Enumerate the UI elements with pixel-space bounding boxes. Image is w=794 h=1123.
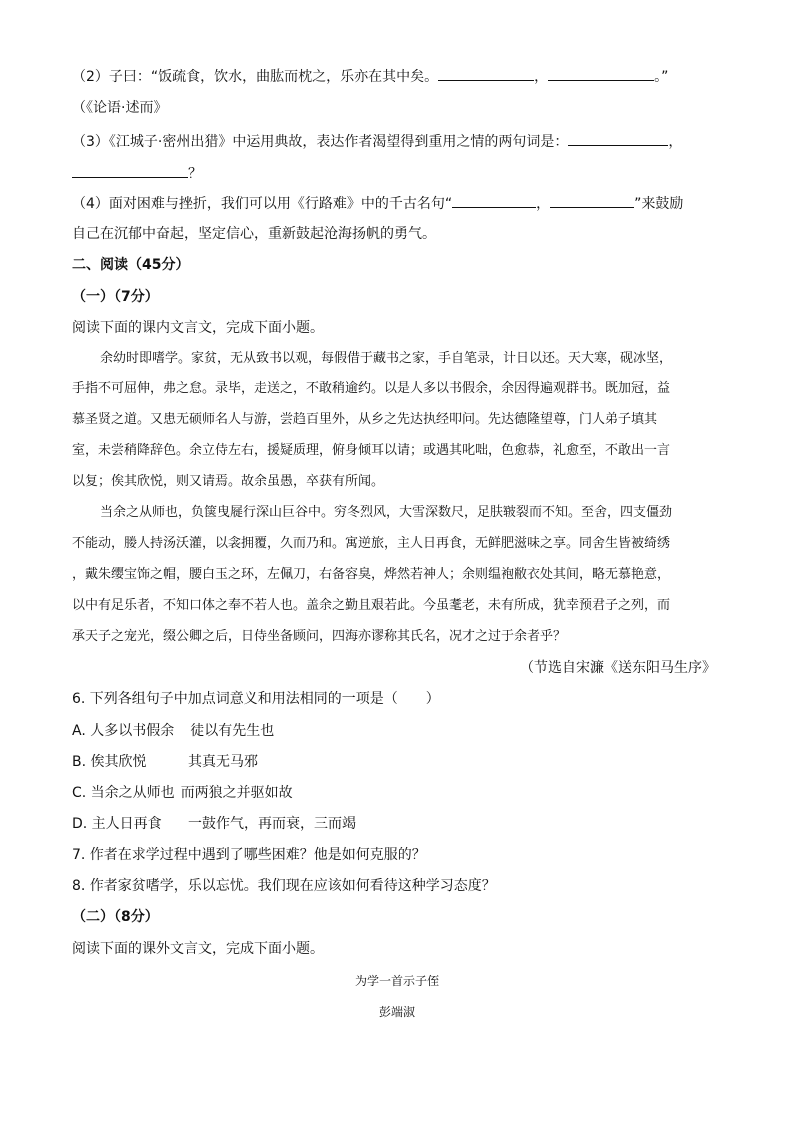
q6-option-a[interactable]	[72, 721, 274, 741]
q2-blank-2[interactable]	[548, 66, 654, 81]
q3-end: ？	[188, 166, 202, 182]
question-6: 6. 下列各组句子中加点词意义和用法相同的一项是（ ）	[72, 691, 440, 707]
q4-prompt: （4）面对困难与挫折，我们可以用《行路难》中的千古名句“	[72, 196, 453, 212]
q3-comma: ，	[668, 134, 683, 150]
question-8: 8. 作者家贫嗜学，乐以忘忧。我们现在应该如何看待这种学习态度？	[72, 878, 496, 894]
question-3-line	[72, 131, 682, 152]
passage1-line-3: 慕圣贤之道。又患无硕师名人与游，尝趋百里外，从乡之先达执经叩问。先达德隆望尊，门人弟子填其	[72, 412, 658, 427]
q3-blank-1[interactable]	[568, 131, 668, 146]
question-3-line-2	[72, 163, 202, 184]
passage1-line-1: 余幼时即嗜学。家贫，无从致书以观，每假借于藏书之家，手自笔录，计日以还。天大寒，砚冰坚，	[100, 351, 673, 366]
passage2-line-1: 当余之从师也，负箧曳屣行深山巨谷中。穷冬烈风，大雪深数尺，足肤皲裂而不知。至舍，四支僵劲	[100, 505, 673, 520]
q6-option-c[interactable]	[72, 783, 293, 803]
q4-close: ”来鼓励	[634, 196, 684, 212]
q6-option-d[interactable]	[72, 814, 356, 834]
q3-prompt: （3）《江城子·密州出猎》中运用典故，表达作者渴望得到重用之情的两句词是：	[72, 134, 569, 150]
option-c-label: C. 当余之从师也	[72, 785, 175, 801]
passage1-line-4: 室，未尝稍降辞色。余立侍左右，援疑质理，俯身倾耳以请；或遇其叱咄，色愈恭，礼愈至，不敢出一言	[72, 443, 671, 458]
option-b-pair: 其真无马邪	[188, 754, 258, 770]
q4-line-2: 自己在沉郁中奋起，坚定信心，重新鼓起沧海扬帆的勇气。	[72, 226, 436, 242]
question-4-line	[72, 193, 683, 214]
option-b-label: B. 俟其欣悦	[72, 754, 147, 770]
q2-close: 。”	[654, 69, 669, 85]
q3-blank-2[interactable]	[72, 163, 188, 178]
option-c-pair: 而两狼之并驱如故	[180, 785, 293, 801]
passage-source: （节选自宋濂《送东阳马生序》	[520, 660, 716, 676]
part1-heading: （一）（7分）	[72, 289, 159, 305]
passage2-line-3: ，戴朱缨宝饰之帽，腰白玉之环，左佩刀，右备容臭，烨然若神人；余则缊袍敝衣处其间，略无慕艳意，	[72, 567, 671, 582]
poem-author: 彭端淑	[378, 1005, 415, 1019]
passage1-line-2: 手指不可屈伸，弗之怠。录毕，走送之，不敢稍逾约。以是人多以书假余，余因得遍观群书。既加冠，益	[72, 381, 671, 396]
section-heading: 二、阅读（45分）	[72, 257, 190, 273]
passage2-line-5: 承天子之宠光，缀公卿之后，日侍坐备顾问，四海亦谬称其氏名，况才之过于余者乎？	[72, 629, 567, 644]
part1-instruction: 阅读下面的课内文言文，完成下面小题。	[72, 320, 324, 336]
q6-option-b[interactable]	[72, 752, 258, 772]
passage2-line-4: 以中有足乐者，不知口体之奉不若人也。盖余之勤且艰若此。今虽耄老，未有所成，犹幸预君子之列，而	[72, 598, 671, 613]
q2-source: （《论语·述而》	[72, 100, 168, 116]
question-2-line	[72, 66, 668, 87]
poem-title: 为学一首示子侄	[354, 974, 439, 988]
question-7: 7. 作者在求学过程中遇到了哪些困难？他是如何克服的？	[72, 847, 426, 863]
q2-prompt: （2）子曰：“饭疏食，饮水，曲肱而枕之，乐亦在其中矣。	[72, 69, 439, 85]
option-d-pair: 一鼓作气，再而衰，三而竭	[188, 816, 356, 832]
option-d-label: D. 主人日再食	[72, 816, 162, 832]
passage1-line-5: 以复；俟其欣悦，则又请焉。故余虽愚，卒获有所闻。	[72, 474, 385, 489]
q4-comma: ，	[536, 196, 551, 212]
passage2-line-2: 不能动，媵人持汤沃灌，以衾拥覆，久而乃和。寓逆旅，主人日再食，无鲜肥滋味之享。同舍生皆被绮绣	[72, 536, 671, 551]
part2-heading: （二）（8分）	[72, 909, 159, 925]
part2-instruction: 阅读下面的课外文言文，完成下面小题。	[72, 941, 324, 957]
option-a-pair: 徒以有先生也	[190, 723, 275, 739]
q4-blank-2[interactable]	[550, 193, 634, 208]
q2-blank-1[interactable]	[438, 66, 534, 81]
q2-comma: ，	[534, 69, 549, 85]
q4-blank-1[interactable]	[452, 193, 536, 208]
option-a-label: A. 人多以书假余	[72, 723, 175, 739]
